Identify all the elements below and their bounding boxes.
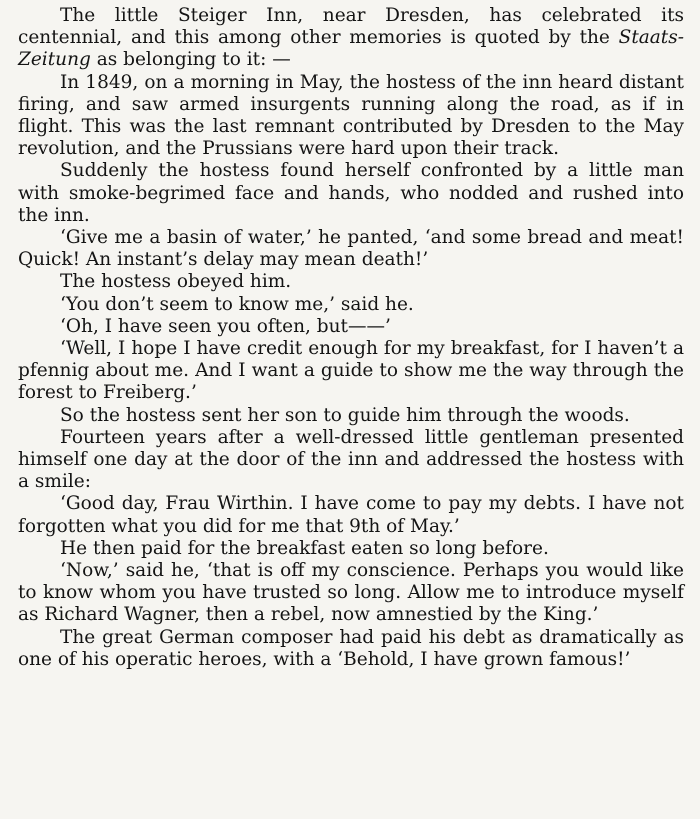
article-paragraph: [18, 405, 684, 427]
paragraph-text: So the hostess sent her son to guide him through the woods.: [60, 404, 630, 426]
article-paragraph: [18, 427, 684, 494]
article-body: [18, 5, 684, 671]
article-paragraph: [18, 72, 684, 161]
paragraph-text: ‘Good day, Frau Wirthin. I have come to pay my debts. I have not forgotten what you did for me that 9th of May.’: [18, 493, 684, 537]
paragraph-text: ‘Now,’ said he, ‘that is off my conscience. Perhaps you would like to know whom you have trusted so long. Allow me to introduce myself as Richard Wagner, then a rebel, now amnestied by the King.’: [18, 560, 684, 626]
paragraph-text: The hostess obeyed him.: [60, 271, 292, 293]
paragraph-text: Suddenly the hostess found herself confronted by a little man with smoke-begrimed face and hands, who nodded and rushed into the inn.: [18, 160, 684, 226]
article-paragraph: [18, 160, 684, 227]
article-paragraph: [18, 538, 684, 560]
article-paragraph: [18, 227, 684, 271]
article-paragraph: [18, 493, 684, 537]
paragraph-text: as belonging to it: —: [90, 49, 291, 71]
paragraph-text: ‘Oh, I have seen you often, but——’: [60, 315, 391, 337]
article-paragraph: [18, 5, 684, 72]
article-paragraph: [18, 338, 684, 405]
paragraph-text: ‘Well, I hope I have credit enough for my breakfast, for I haven’t a pfennig about me. And I want a guide to show me the way through the forest to Freiberg.’: [18, 338, 684, 404]
article-paragraph: [18, 560, 684, 627]
paragraph-text: ‘You don’t seem to know me,’ said he.: [60, 293, 414, 315]
paragraph-text: He then paid for the breakfast eaten so long before.: [60, 537, 549, 559]
paragraph-text: Fourteen years after a well-dressed little gentleman presented himself one day at the door of the inn and addressed the hostess with a smile:: [18, 426, 684, 493]
paragraph-text: The little Steiger Inn, near Dresden, has celebrated its centennial, and this among other memories is quoted by the: [18, 5, 684, 49]
newspaper-title: Staats-Zeitung: [18, 27, 684, 71]
article-paragraph: [18, 294, 684, 316]
article-paragraph: [18, 271, 684, 293]
paragraph-text: In 1849, on a morning in May, the hostess of the inn heard distant firing, and saw armed insurgents running along the road, as if in flight. This was the last remnant contributed by Dresden to the May revolution, and the Prussians were hard upon their track.: [18, 71, 684, 160]
paragraph-text: ‘Give me a basin of water,’ he panted, ‘and some bread and meat! Quick! An instant’s delay may mean death!’: [18, 227, 684, 271]
article-paragraph: [18, 627, 684, 671]
article-page: [18, 5, 684, 671]
paragraph-text: The great German composer had paid his debt as dramatically as one of his operatic heroes, with a ‘Behold, I have grown famous!’: [18, 626, 684, 670]
article-paragraph: [18, 316, 684, 338]
